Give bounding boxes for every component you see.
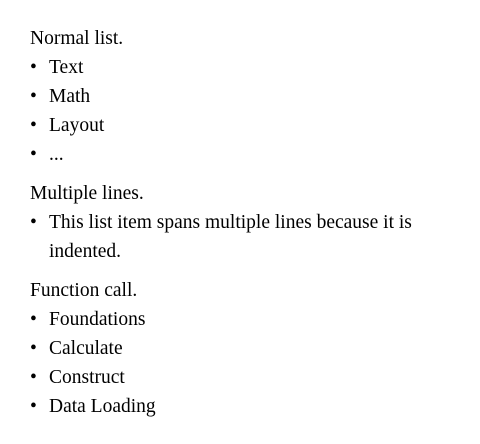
list-item	[30, 140, 460, 169]
bullet-icon: •	[30, 115, 37, 136]
bullet-icon: •	[30, 144, 37, 165]
list-item	[30, 334, 460, 363]
section-heading: Normal list.	[30, 28, 124, 49]
list-item-text: Text	[49, 57, 84, 78]
bullet-icon: •	[30, 86, 37, 107]
bullet-list	[30, 208, 460, 266]
section-function-call	[30, 276, 460, 421]
list-item-text: Data Loading	[49, 396, 156, 417]
list-item-text: This list item spans multiple lines because it is indented.	[49, 212, 412, 262]
bullet-icon: •	[30, 396, 37, 417]
list-item	[30, 82, 460, 111]
list-item-text: Foundations	[49, 309, 146, 330]
list-item	[30, 208, 460, 266]
list-item	[30, 111, 460, 140]
bullet-icon: •	[30, 367, 37, 388]
bullet-list	[30, 53, 460, 169]
list-item	[30, 392, 460, 421]
list-item	[30, 363, 460, 392]
list-item-text: ...	[49, 144, 64, 165]
list-item-text: Construct	[49, 367, 125, 388]
bullet-icon: •	[30, 212, 37, 233]
list-item	[30, 53, 460, 82]
list-item-text: Calculate	[49, 338, 123, 359]
section-heading: Function call.	[30, 280, 138, 301]
bullet-icon: •	[30, 57, 37, 78]
list-item-text: Layout	[49, 115, 105, 136]
list-item	[30, 305, 460, 334]
section-multiple-lines	[30, 179, 460, 266]
bullet-icon: •	[30, 338, 37, 359]
list-item-text: Math	[49, 86, 91, 107]
bullet-icon: •	[30, 309, 37, 330]
section-heading: Multiple lines.	[30, 183, 144, 204]
bullet-list	[30, 305, 460, 421]
document-page	[30, 24, 460, 421]
section-normal-list	[30, 24, 460, 169]
